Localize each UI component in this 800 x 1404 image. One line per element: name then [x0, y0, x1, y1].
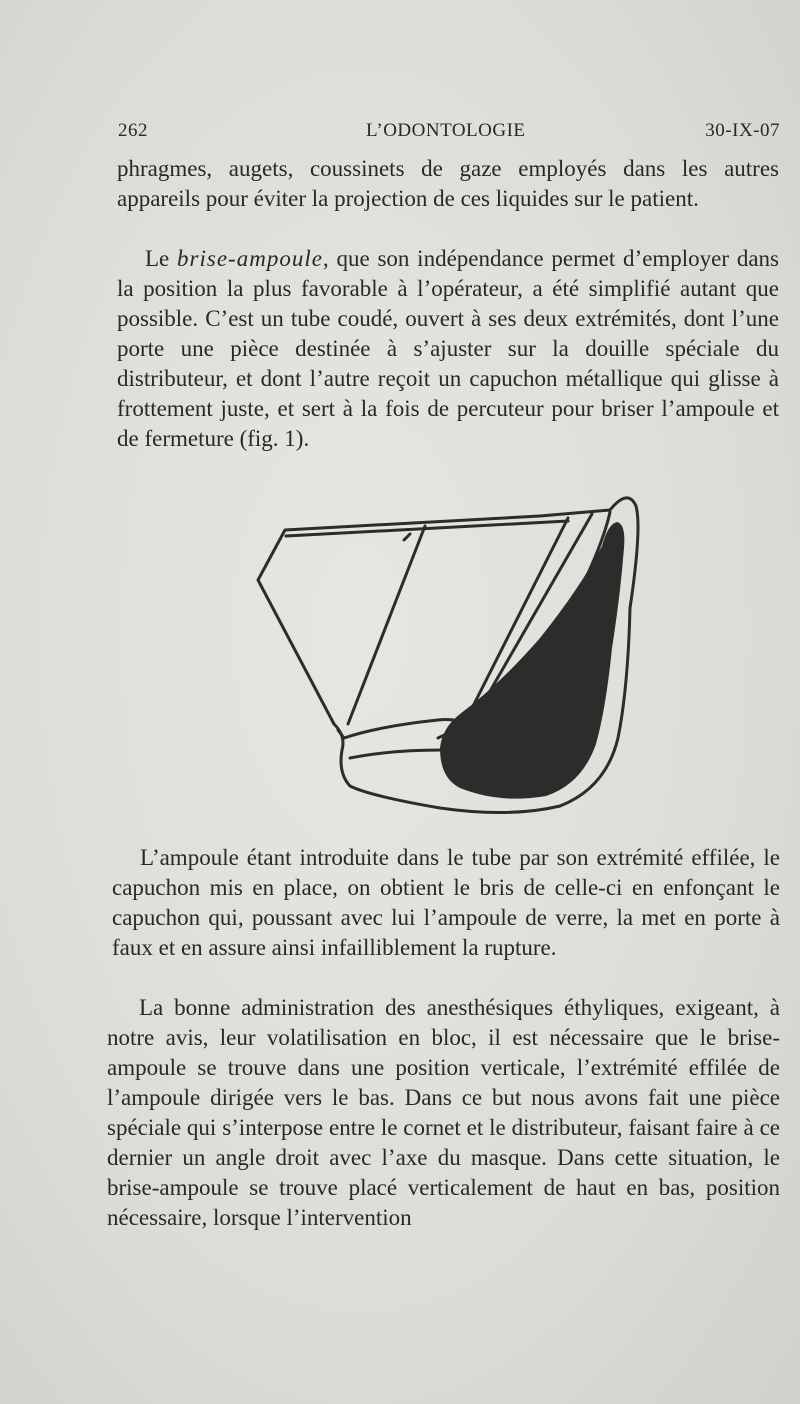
- paragraph-continuation: phragmes, augets, coussinets de gaze employés dans les autres appareils pour éviter la projection de ces liquides sur le patient.: [117, 156, 779, 211]
- page-number: 262: [118, 120, 148, 141]
- journal-title: L’ODONTOLOGIE: [366, 120, 526, 141]
- term-brise-ampoule: brise-ampoule: [177, 246, 323, 271]
- paragraph-brise-ampoule-rest: , que son indépendance permet d’employer dans la position la plus favorable à l’opérateur, a été simplifié autant que possible. C’est un tube coudé, ouvert à ses deux extrémités, dont l’une porte une pièce destinée à s’ajuster sur la douille spéciale du distributeur, et dont l’autre reçoit un capuchon métallique qui glisse à frottement juste, et sert à la fois de percuteur pour briser l’ampoule et de fermeture (fig. 1).: [117, 246, 779, 451]
- figure-1-brise-ampoule-illustration: [250, 488, 650, 828]
- ampoule-shape: [440, 522, 624, 799]
- paragraph-ampoule-insertion: L’ampoule étant introduite dans le tube par son extrémité effilée, le capuchon mis en place, on obtient le bris de celle-ci en enfonçant le capuchon qui, poussant avec lui l’ampoule de verre, la met en porte à faux et en assure ainsi infailliblement la rupture.: [112, 845, 780, 960]
- paragraph-brise-ampoule-start: Le: [145, 246, 178, 271]
- paragraph-administration: La bonne administration des anesthésiques éthyliques, exigeant, à notre avis, leur volatilisation en bloc, il est nécessaire que le brise-ampoule se trouve dans une position verticale, l’extrémité effilée de l’ampoule dirigée vers le bas. Dans ce but nous avons fait une pièce spéciale qui s’interpose entre le cornet et le distributeur, faisant faire à ce dernier un angle droit avec l’axe du masque. Dans cette situation, le brise-ampoule se trouve placé verticalement de haut en bas, position nécessaire, lorsque l’intervention: [107, 995, 780, 1230]
- issue-date: 30-IX-07: [705, 120, 780, 141]
- paragraph-brise-ampoule: [117, 244, 779, 454]
